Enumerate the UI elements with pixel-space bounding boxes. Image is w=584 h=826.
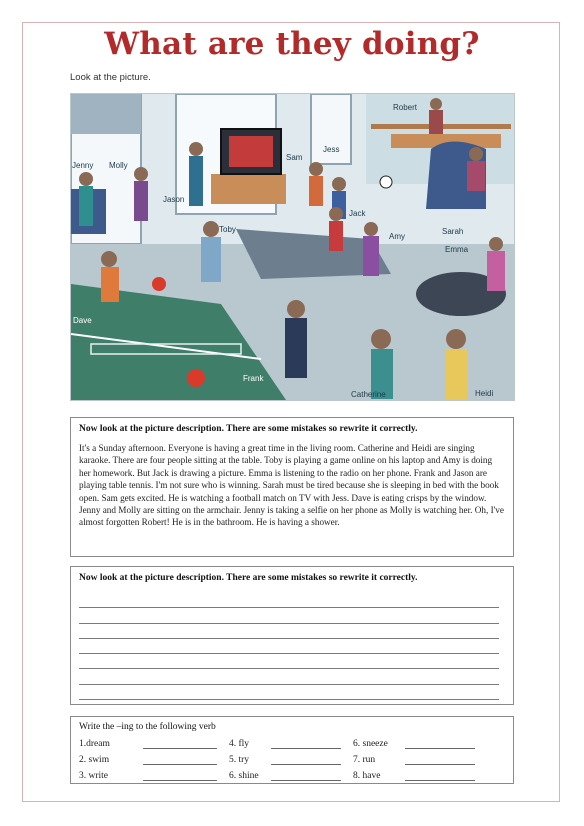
label-heidi: Heidi <box>475 389 494 398</box>
rewrite-box <box>70 566 514 705</box>
verb-answer-blank[interactable] <box>143 754 217 765</box>
verb-answer-blank[interactable] <box>405 770 475 781</box>
window-blind <box>71 94 141 134</box>
label-toby: Toby <box>219 225 236 234</box>
verb-answer-blank[interactable] <box>405 738 475 749</box>
answer-line[interactable] <box>79 639 499 654</box>
verb-item <box>353 751 503 765</box>
verb-word: 8. have <box>353 771 381 781</box>
description-box <box>70 417 514 557</box>
football <box>380 176 392 188</box>
label-jenny: Jenny <box>72 161 94 170</box>
verb-item <box>229 767 353 781</box>
label-jess: Jess <box>323 145 340 154</box>
answer-line[interactable] <box>79 624 499 639</box>
description-paragraph: It's a Sunday afternoon. Everyone is having a great time in the living room. Catherine and Heidi are singing karaoke. There are four people sitting at the table. Toby is playing a game online on his laptop and Amy is doing her homework. But Jack is drawing a picture. Emma is listening to the radio on her phone. Frank and Jason are playing table tennis. I'm not sure who is winning. Sarah must be tired because she is sleeping in bed with the book open. Sam gets excited. He is watching a football match on TV with Jess. Dave is eating crisps by the window. Jenny and Molly are sitting on the armchair. Jenny is taking a selfie on her phone as Molly is watching her. Oh, I've almost forgotten Robert! He is in the bathroom. He is having a shower. <box>79 443 504 528</box>
verb-item <box>79 735 229 749</box>
verb-answer-blank[interactable] <box>143 770 217 781</box>
rewrite-lines <box>79 593 505 700</box>
label-amy: Amy <box>389 232 405 241</box>
verb-answer-blank[interactable] <box>143 738 217 749</box>
label-dave: Dave <box>73 316 92 325</box>
answer-line[interactable] <box>79 669 499 684</box>
ping-pong-paddle-left <box>152 277 166 291</box>
verb-item <box>79 751 229 765</box>
verb-exercise-heading: Write the –ing to the following verb <box>79 722 216 732</box>
verb-word: 3. write <box>79 771 109 781</box>
label-molly: Molly <box>109 161 128 170</box>
rewrite-heading: Now look at the picture description. There are some mistakes so rewrite it correctly. <box>79 573 418 583</box>
verb-item <box>229 751 353 765</box>
label-emma: Emma <box>445 245 469 254</box>
verb-word: 1.dream <box>79 739 110 749</box>
label-frank: Frank <box>243 374 264 383</box>
label-jason: Jason <box>163 195 185 204</box>
verb-word: 6. sneeze <box>353 739 388 749</box>
verb-item <box>353 767 503 781</box>
verb-answer-blank[interactable] <box>271 754 341 765</box>
label-robert: Robert <box>393 103 418 112</box>
ping-pong-paddle-right <box>187 369 205 387</box>
verb-word: 7. run <box>353 755 376 765</box>
answer-line[interactable] <box>79 608 499 623</box>
description-heading: Now look at the picture description. There are some mistakes so rewrite it correctly. <box>79 424 418 434</box>
verb-answer-blank[interactable] <box>271 770 341 781</box>
verb-item <box>79 767 229 781</box>
answer-line[interactable] <box>79 593 499 608</box>
verb-exercise-box <box>70 716 514 784</box>
verb-grid <box>79 735 505 781</box>
label-sam: Sam <box>286 153 303 162</box>
verb-word: 2. swim <box>79 755 110 765</box>
verb-answer-blank[interactable] <box>271 738 341 749</box>
page-title: What are they doing? <box>104 26 480 62</box>
label-catherine: Catherine <box>351 390 386 399</box>
verb-word: 4. fly <box>229 739 250 749</box>
answer-line[interactable] <box>79 685 499 700</box>
verb-item <box>353 735 503 749</box>
instruction-text: Look at the picture. <box>70 72 151 83</box>
living-room-illustration <box>70 93 515 401</box>
tv-stand <box>211 174 286 204</box>
verb-answer-blank[interactable] <box>405 754 475 765</box>
verb-word: 5. try <box>229 755 250 765</box>
verb-item <box>229 735 353 749</box>
verb-word: 6. shine <box>229 771 259 781</box>
label-sarah: Sarah <box>442 227 464 236</box>
answer-line[interactable] <box>79 654 499 669</box>
label-jack: Jack <box>349 209 366 218</box>
